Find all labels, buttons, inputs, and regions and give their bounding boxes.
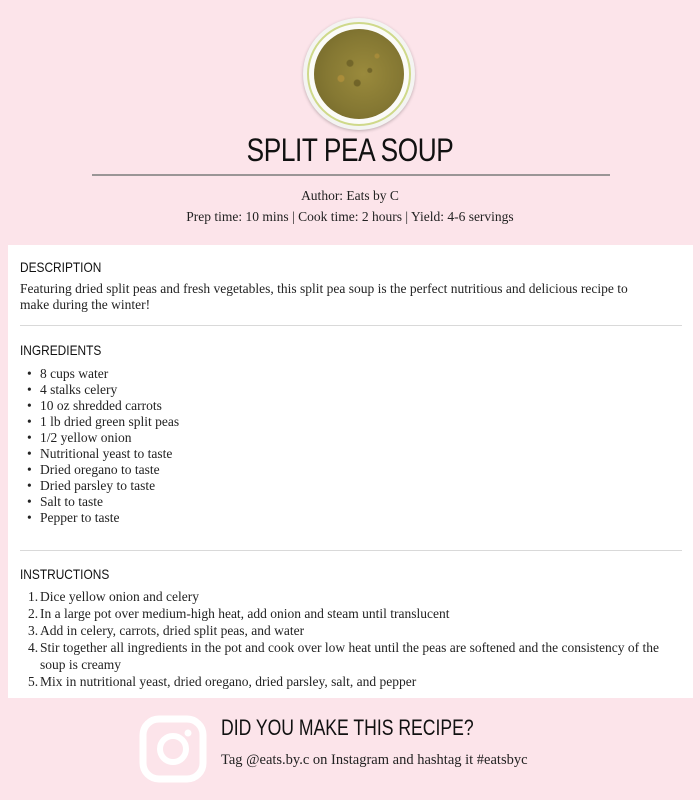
times-line: Prep time: 10 mins | Cook time: 2 hours | Yield: 4-6 servings [186, 209, 514, 224]
step-number: 4. [28, 640, 39, 655]
soup [314, 29, 404, 119]
ingredients-heading: INGREDIENTS [20, 342, 102, 358]
list-item: • 1 lb dried green split peas [40, 414, 179, 430]
instructions-list [28, 588, 668, 690]
soup-bowl-image [303, 18, 415, 130]
list-item: • 1/2 yellow onion [40, 430, 179, 446]
author-line: Author: Eats by C [301, 188, 399, 203]
step-number: 3. [28, 623, 39, 638]
section-divider [20, 550, 682, 551]
list-item [28, 639, 668, 673]
step-number: 2. [28, 606, 39, 621]
step-text: Mix in nutritional yeast, dried oregano, dried parsley, salt, and pepper [40, 674, 417, 689]
footer-title: DID YOU MAKE THIS RECIPE? [221, 715, 474, 740]
list-item: • Salt to taste [40, 494, 179, 510]
list-item [28, 673, 668, 690]
list-item [28, 622, 668, 639]
bowl-rim [307, 22, 411, 126]
ingredients-list [40, 366, 179, 526]
list-item [28, 605, 668, 622]
title-divider [92, 174, 610, 176]
list-item: • 4 stalks celery [40, 382, 179, 398]
list-item: • Pepper to taste [40, 510, 179, 526]
list-item: • 8 cups water [40, 366, 179, 382]
description-text: Featuring dried split peas and fresh vegetables, this split pea soup is the perfect nutritious and delicious recipe to make during the winter! [20, 281, 628, 312]
instagram-icon [138, 714, 208, 784]
step-text: Add in celery, carrots, dried split peas, and water [40, 623, 305, 638]
instructions-heading: INSTRUCTIONS [20, 566, 110, 582]
step-text: Dice yellow onion and celery [40, 589, 199, 604]
list-item: • Nutritional yeast to taste [40, 446, 179, 462]
description-heading: DESCRIPTION [20, 259, 102, 275]
step-number: 5. [28, 674, 39, 689]
list-item: • 10 oz shredded carrots [40, 398, 179, 414]
list-item [28, 588, 668, 605]
step-number: 1. [28, 589, 39, 604]
footer-text: Tag @eats.by.c on Instagram and hashtag it #eatsbyc [221, 752, 528, 768]
section-divider [20, 325, 682, 326]
list-item: • Dried parsley to taste [40, 478, 179, 494]
page-title: SPLIT PEA SOUP [246, 132, 454, 168]
step-text: Stir together all ingredients in the pot and cook over low heat until the peas are softened and the consistency of the soup is creamy [40, 640, 659, 672]
step-text: In a large pot over medium-high heat, add onion and steam until translucent [40, 606, 450, 621]
recipe-card [8, 245, 693, 698]
list-item: • Dried oregano to taste [40, 462, 179, 478]
